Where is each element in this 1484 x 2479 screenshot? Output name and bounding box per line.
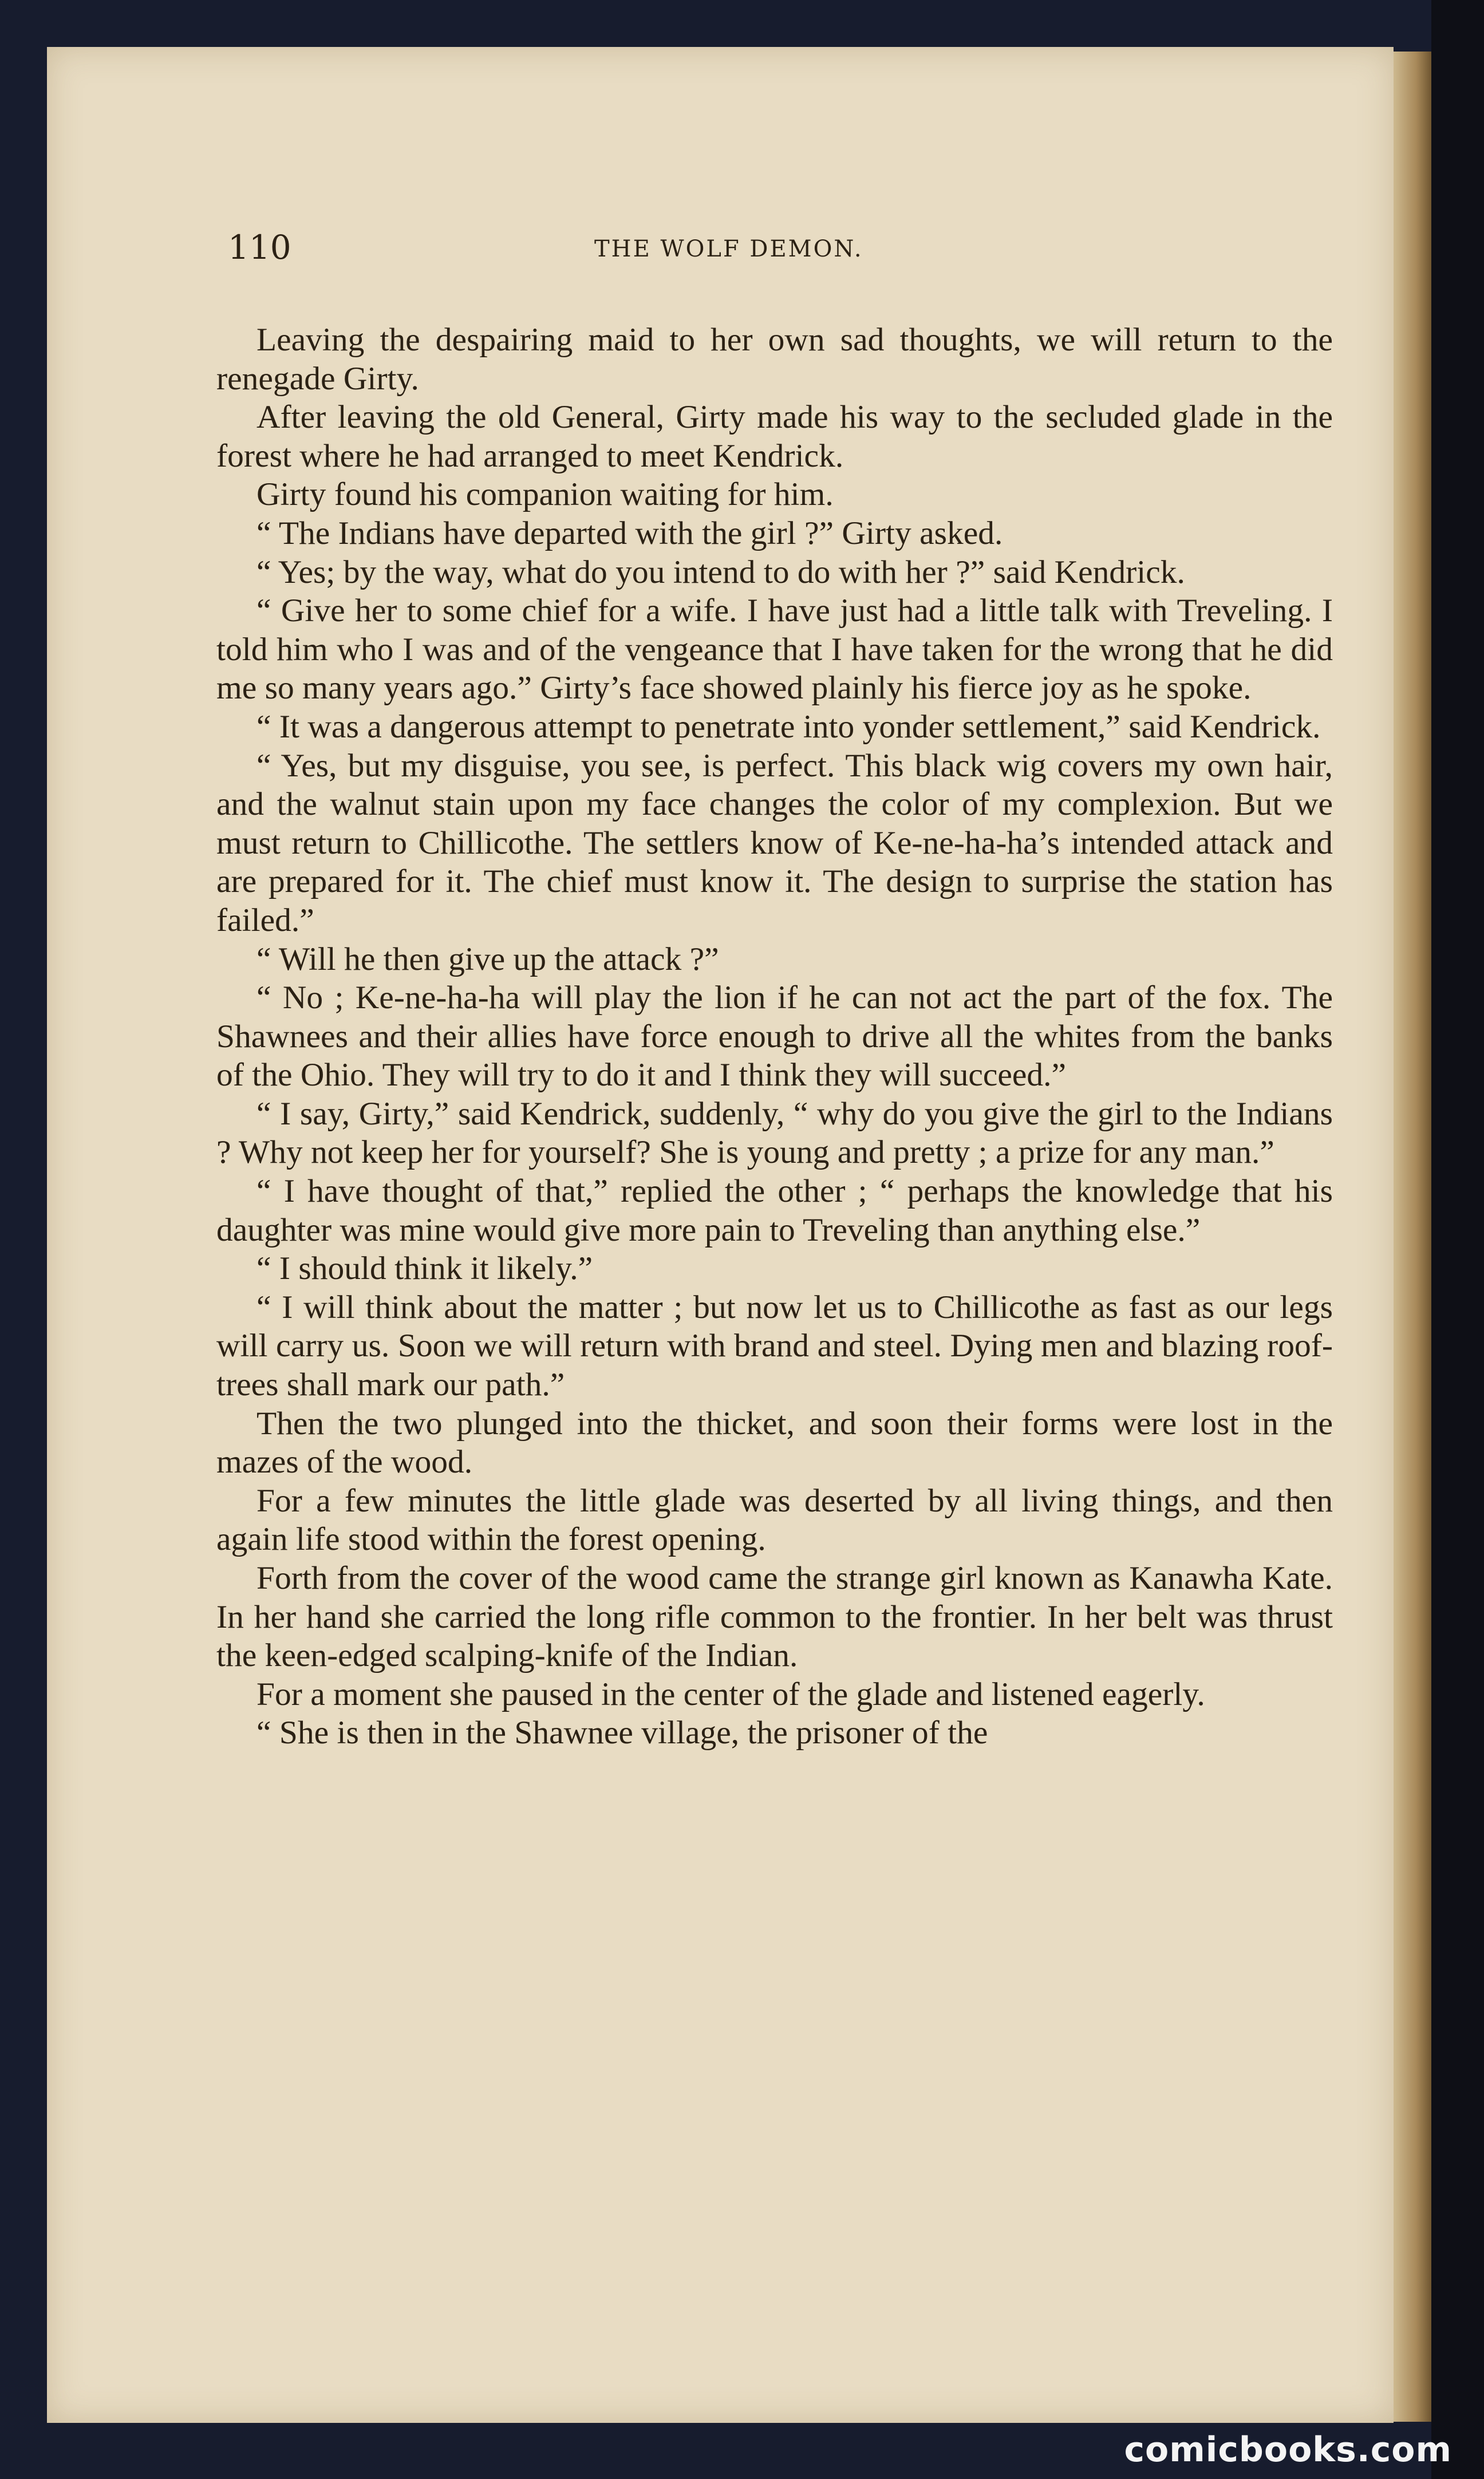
running-title: THE WOLF DEMON. [594,236,863,262]
paragraph: For a few minutes the little glade was deserted by all living things, and then again life stood within the forest opening. [216,1482,1333,1558]
paragraph: Forth from the cover of the wood came the strange girl known as Kanawha Kate. In her hand she carried the long rifle common to the frontier. In her belt was thrust the keen-edged scalping-knife of the Indian. [216,1560,1333,1674]
paragraph: Girty found his companion waiting for him. [256,476,834,513]
paragraph: “ The Indians have departed with the girl ?” Girty asked. [256,515,1003,551]
paragraph: “ No ; Ke-ne-ha-ha will play the lion if he can not act the part of the fox. The Shawnees and their allies have force enough to drive all the whites from the banks of the Ohio. They will try to do it and I think they will succeed.” [216,980,1333,1094]
paragraph: “ I should think it likely.” [256,1250,593,1287]
paragraph: Then the two plunged into the thicket, and soon their forms were lost in the mazes of the wood. [216,1405,1333,1481]
page-number: 110 [228,228,291,267]
paragraph: Leaving the despairing maid to her own sad thoughts, we will return to the renegade Girty. [216,322,1333,397]
paragraph: “ Yes; by the way, what do you intend to do with her ?” said Kendrick. [256,554,1185,590]
paragraph: After leaving the old General, Girty made his way to the secluded glade in the forest where he had arranged to meet Kendrick. [216,399,1333,474]
page-header [228,228,1333,279]
paragraph: For a moment she paused in the center of the glade and listened eagerly. [256,1676,1205,1712]
watermark-logo: comicbooks.com [1124,2430,1452,2470]
paragraph: “ I say, Girty,” said Kendrick, suddenly, “ why do you give the girl to the Indians ? Why not keep her for yourself? She is young and pretty ; a prize for any man.” [216,1095,1333,1171]
book-spine-shadow [1431,0,1484,2479]
paragraph: “ I will think about the matter ; but now let us to Chillicothe as fast as our legs will carry us. Soon we will return with brand and steel. Dying men and blazing roof-trees shall mark our path.” [216,1289,1333,1403]
paragraph: “ She is then in the Shawnee village, the prisoner of the [256,1715,988,1751]
page-edge [1394,52,1431,2422]
paragraph: “ It was a dangerous attempt to penetrate into yonder settlement,” said Kendrick. [256,708,1321,745]
paragraph: “ I have thought of that,” replied the other ; “ perhaps the knowledge that his daughter was mine would give more pain to Treveling than anything else.” [216,1173,1333,1248]
paragraph: “ Yes, but my disguise, you see, is perfect. This black wig covers my own hair, and the walnut stain upon my face changes the color of my complexion. But we must return to Chillicothe. The settlers know of Ke-ne-ha-ha’s intended attack and are prepared for it. The chief must know it. The design to surprise the station has failed.” [216,747,1333,938]
paragraph: “ Give her to some chief for a wife. I have just had a little talk with Treveling. I told him who I was and of the vengeance that I have taken for the wrong that he did me so many years ago.” Girty’s face showed plainly his fierce joy as he spoke. [216,593,1333,706]
paragraph: “ Will he then give up the attack ?” [256,941,719,977]
body-text [216,321,1333,1752]
